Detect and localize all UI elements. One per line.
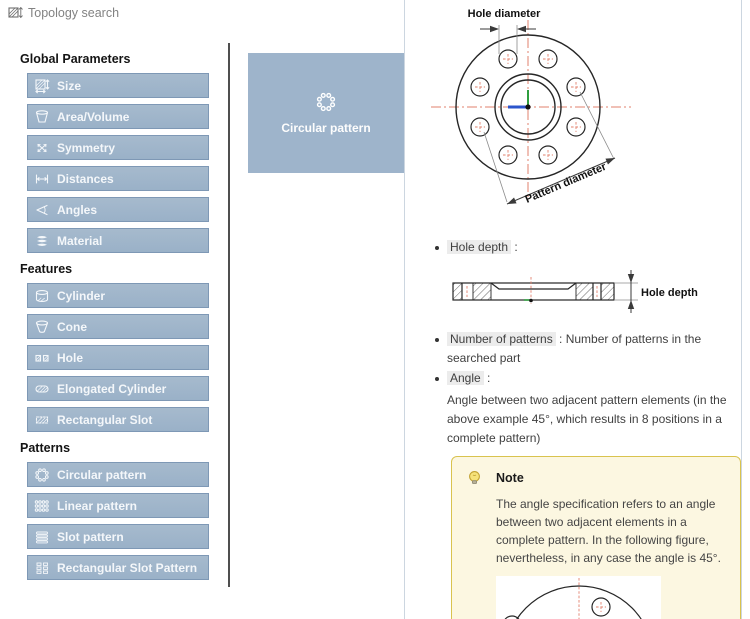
sidebar-group-label-features: Features <box>20 262 73 276</box>
origin-triad-icon <box>508 90 531 110</box>
sidebar-item-distances[interactable] <box>27 166 209 191</box>
area-volume-icon <box>34 109 50 125</box>
pattern-diameter-label: Pattern diameter <box>523 160 609 206</box>
circular-pattern-tile[interactable] <box>248 53 404 173</box>
bullet-text: : Number of patterns in the searched part <box>447 332 702 365</box>
window-title: Topology search <box>28 6 120 20</box>
sidebar-item-linear-pattern[interactable] <box>27 493 209 518</box>
term-hole-depth: Hole depth <box>447 240 511 254</box>
rectangular-slot-icon <box>34 412 50 428</box>
angles-icon <box>34 202 50 218</box>
sidebar-item-label: Cylinder <box>57 288 106 303</box>
symmetry-icon <box>34 140 50 156</box>
angle-description: Angle between two adjacent pattern elements (in the above example 45°, which results in 8 positions in a complete pattern) <box>447 393 727 445</box>
hole-depth-dimension <box>614 270 698 313</box>
sidebar-item-label: Size <box>57 78 82 93</box>
note-text: The angle specification refers to an angle between two adjacent elements in a complete pattern. In the following figure, nevertheless, in any case the angle is 45°. <box>496 497 721 565</box>
elongated-cylinder-icon <box>34 381 50 397</box>
sidebar-item-label: Elongated Cylinder <box>57 381 167 396</box>
bullet-text: : <box>483 371 491 385</box>
sidebar-item-label: Rectangular Slot Pattern <box>57 560 198 575</box>
bullet-hole-depth <box>435 238 518 257</box>
bullet-number-of-patterns <box>435 330 741 368</box>
sidebar-item-angles[interactable] <box>27 197 209 222</box>
documentation-panel <box>404 0 742 619</box>
sidebar-item-rectangular-slot-pattern[interactable] <box>27 555 209 580</box>
circular-pattern-icon <box>34 467 50 483</box>
bullet-dot <box>435 377 439 381</box>
sidebar-item-rectangular-slot[interactable] <box>27 407 209 432</box>
sidebar-item-label: Circular pattern <box>57 467 147 482</box>
term-angle: Angle <box>447 371 484 385</box>
sidebar-item-symmetry[interactable] <box>27 135 209 160</box>
sidebar-item-cone[interactable] <box>27 314 209 339</box>
note-flange-figure <box>496 576 661 619</box>
note-header <box>466 469 726 486</box>
sidebar-item-label: Slot pattern <box>57 529 124 544</box>
note-title: Note <box>496 470 524 485</box>
sidebar-group-label-patterns: Patterns <box>20 441 71 455</box>
circular-pattern-icon <box>315 91 337 113</box>
vertical-divider <box>228 43 230 587</box>
sidebar <box>20 52 210 586</box>
note-figure <box>496 576 726 619</box>
window-header <box>7 5 119 21</box>
sidebar-item-label: Distances <box>57 171 114 186</box>
slot-pattern-icon <box>34 529 50 545</box>
sidebar-group-label-global-parameters: Global Parameters <box>20 52 131 66</box>
sidebar-item-label: Area/Volume <box>57 109 130 124</box>
note-box <box>451 456 741 619</box>
cylinder-icon <box>34 288 50 304</box>
hole-diameter-label: Hole diameter <box>467 8 541 20</box>
cone-icon <box>34 319 50 335</box>
sidebar-item-hole[interactable] <box>27 345 209 370</box>
hole-diameter-dimension <box>468 8 541 54</box>
flange-front-view-figure <box>405 0 745 232</box>
bullet-angle <box>435 369 490 388</box>
hole-depth-label: Hole depth <box>641 287 698 299</box>
flange-section-figure <box>405 262 745 332</box>
bullet-text: : <box>511 240 518 254</box>
bulb-icon <box>466 469 483 486</box>
hole-icon <box>34 350 50 366</box>
distances-icon <box>34 171 50 187</box>
sidebar-item-label: Linear pattern <box>57 498 138 513</box>
sidebar-item-label: Symmetry <box>57 140 116 155</box>
sidebar-item-label: Hole <box>57 350 84 365</box>
bullet-dot <box>435 338 439 342</box>
sidebar-item-material[interactable] <box>27 228 209 253</box>
sidebar-item-area-volume[interactable] <box>27 104 209 129</box>
rectangular-slot-pattern-icon <box>34 560 50 576</box>
sidebar-item-size[interactable] <box>27 73 209 98</box>
sidebar-item-cylinder[interactable] <box>27 283 209 308</box>
sidebar-item-label: Material <box>57 233 103 248</box>
material-icon <box>34 233 50 249</box>
topology-search-icon <box>7 5 23 21</box>
sidebar-item-circular-pattern[interactable] <box>27 462 209 487</box>
sidebar-item-elongated-cylinder[interactable] <box>27 376 209 401</box>
size-icon <box>34 78 50 94</box>
sidebar-item-slot-pattern[interactable] <box>27 524 209 549</box>
bullet-dot <box>435 246 439 250</box>
sidebar-item-label: Cone <box>57 319 87 334</box>
sidebar-item-label: Rectangular Slot <box>57 412 153 427</box>
linear-pattern-icon <box>34 498 50 514</box>
tile-label: Circular pattern <box>281 121 371 135</box>
sidebar-item-label: Angles <box>57 202 98 217</box>
term-number-of-patterns: Number of patterns <box>447 332 556 346</box>
pattern-diameter-dimension <box>484 92 616 207</box>
